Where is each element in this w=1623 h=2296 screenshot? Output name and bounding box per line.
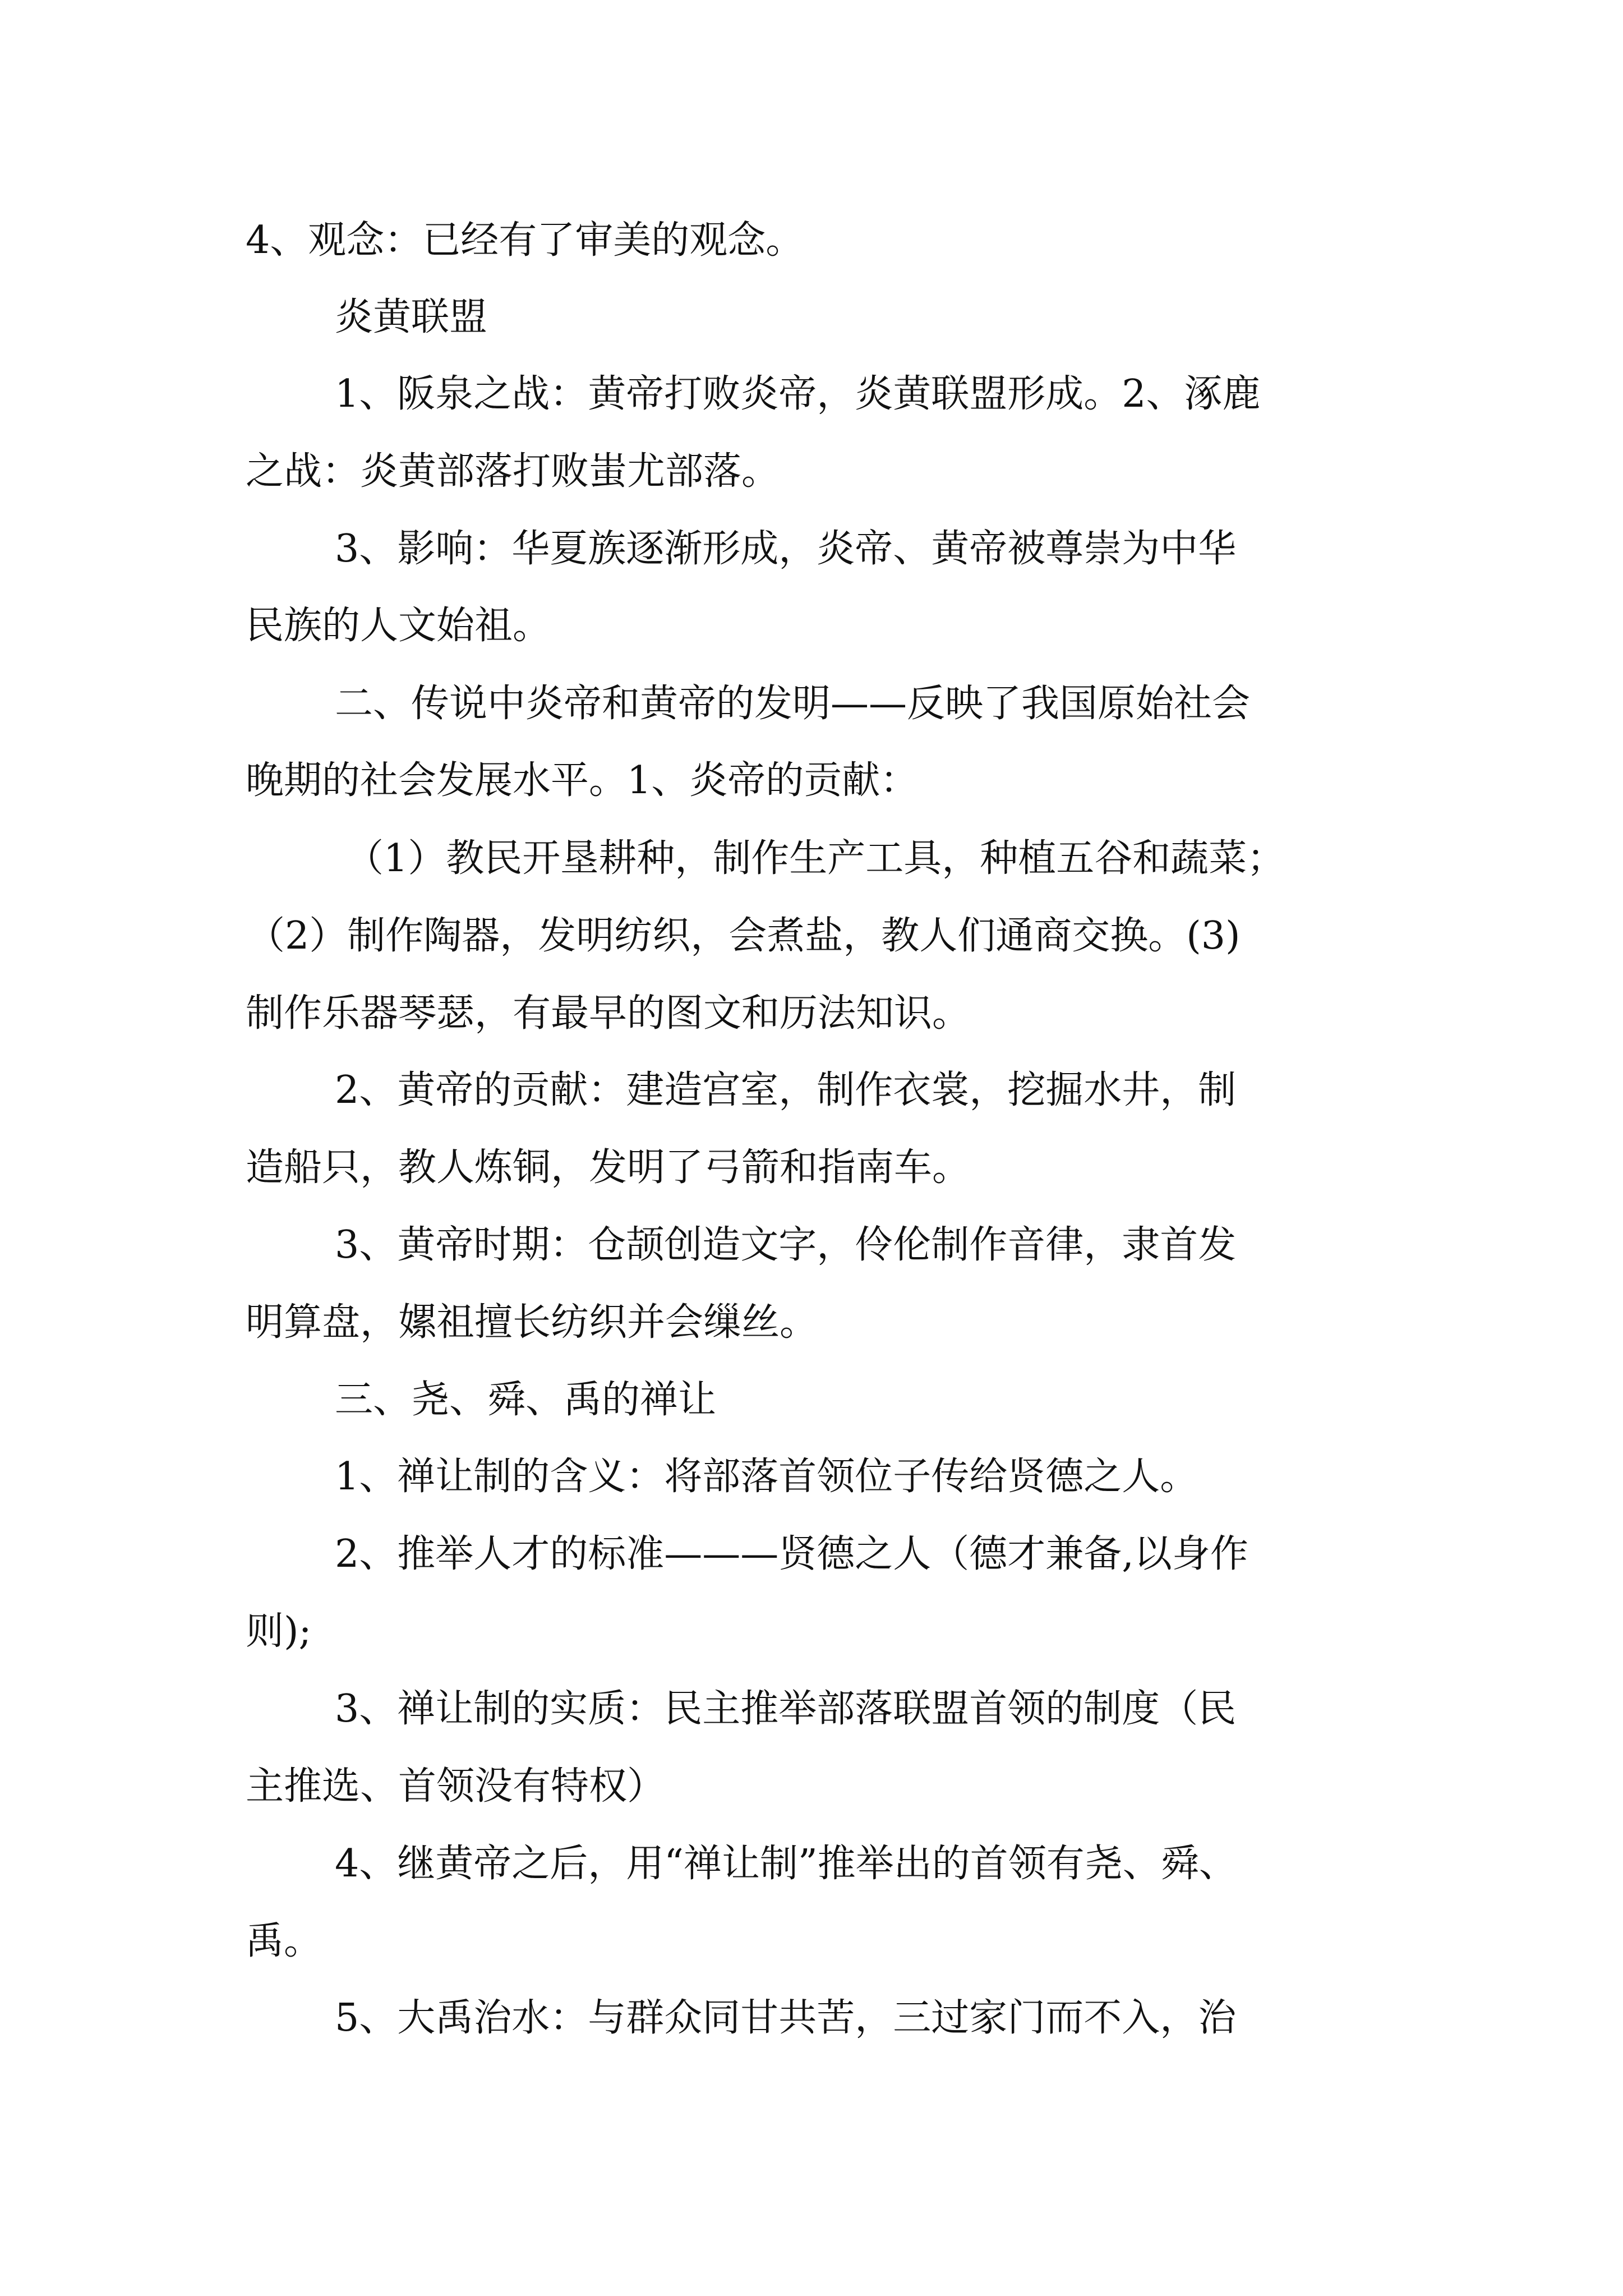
section-heading-2: 二、传说中炎帝和黄帝的发明——反映了我国原始社会 bbox=[335, 682, 1251, 726]
text-line-8: 晚期的社会发展水平。1、炎帝的贡献： bbox=[246, 758, 919, 803]
section-heading-3: 三、尧、舜、禹的禅让 bbox=[335, 1378, 717, 1422]
text-line-6: 民族的人文始祖。 bbox=[246, 604, 551, 648]
text-line-13: 造船只，教人炼铜，发明了弓箭和指南车。 bbox=[246, 1145, 971, 1190]
text-line-10: （2）制作陶器，发明纺织，会煮盐，教人们通商交换。(3) bbox=[247, 914, 1241, 958]
text-line-22: 4、继黄帝之后，用“禅让制”推举出的首领有尧、舜、 bbox=[335, 1842, 1237, 1886]
text-line-12: 2、黄帝的贡献：建造宫室，制作衣裳，挖掘水井，制 bbox=[335, 1068, 1237, 1112]
text-line-11: 制作乐器琴瑟，有最早的图文和历法知识。 bbox=[246, 991, 971, 1036]
text-line-23: 禹。 bbox=[246, 1919, 322, 1963]
text-line-18: 2、推举人才的标准———贤德之人（德才兼备,以身作 bbox=[335, 1532, 1248, 1576]
text-line-19: 则); bbox=[246, 1609, 312, 1654]
text-line-24: 5、大禹治水：与群众同甘共苦，三过家门而不入，治 bbox=[335, 1996, 1237, 2040]
heading-yanhuang-alliance: 炎黄联盟 bbox=[335, 295, 488, 339]
text-line-20: 3、禅让制的实质：民主推举部落联盟首领的制度（民 bbox=[335, 1687, 1237, 1731]
text-line-17: 1、禅让制的含义：将部落首领位子传给贤德之人。 bbox=[335, 1455, 1198, 1499]
text-line-21: 主推选、首领没有特权） bbox=[246, 1764, 666, 1809]
text-line-14: 3、黄帝时期：仓颉创造文字，伶伦制作音律，隶首发 bbox=[335, 1223, 1237, 1267]
text-line-1: 4、观念：已经有了审美的观念。 bbox=[246, 218, 804, 263]
text-line-15: 明算盘，嫘祖擅长纺织并会缫丝。 bbox=[246, 1300, 818, 1345]
text-line-5: 3、影响：华夏族逐渐形成，炎帝、黄帝被尊崇为中华 bbox=[335, 527, 1237, 571]
text-line-3: 1、阪泉之战：黄帝打败炎帝，炎黄联盟形成。2、涿鹿 bbox=[335, 372, 1261, 416]
text-line-4: 之战：炎黄部落打败蚩尤部落。 bbox=[246, 449, 780, 494]
text-line-9: （1）教民开垦耕种，制作生产工具，种植五谷和蔬菜； bbox=[345, 836, 1285, 881]
